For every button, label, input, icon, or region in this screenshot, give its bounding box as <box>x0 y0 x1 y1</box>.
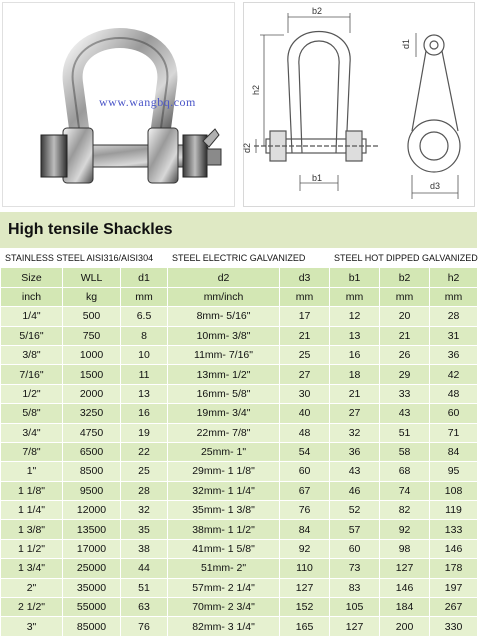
cell-d1: 38 <box>121 539 168 558</box>
cell-b2: 74 <box>380 481 430 500</box>
cell-d1: 32 <box>121 501 168 520</box>
label-b2: b2 <box>312 6 323 16</box>
category-electric-galvanized: STEEL ELECTRIC GALVANIZED <box>168 249 330 268</box>
cell-size: 1 1/2" <box>1 539 63 558</box>
cell-b2: 92 <box>380 520 430 539</box>
cell-size: 2" <box>1 578 63 597</box>
cell-b1: 13 <box>330 326 380 345</box>
cell-d2: 57mm- 2 1/4" <box>168 578 280 597</box>
cell-d2: 19mm- 3/4" <box>168 404 280 423</box>
cell-d2: 32mm- 1 1/4" <box>168 481 280 500</box>
cell-wll: 8500 <box>63 462 121 481</box>
cell-b2: 184 <box>380 598 430 617</box>
cell-d3: 92 <box>280 539 330 558</box>
cell-h2: 197 <box>430 578 478 597</box>
cell-d2: 16mm- 5/8" <box>168 384 280 403</box>
table-row <box>1 462 478 481</box>
cell-b2: 26 <box>380 345 430 364</box>
cell-d1: 19 <box>121 423 168 442</box>
cell-b1: 43 <box>330 462 380 481</box>
cell-b2: 58 <box>380 442 430 461</box>
cell-b2: 21 <box>380 326 430 345</box>
page-title: High tensile Shackles <box>8 221 173 238</box>
cell-d2: 10mm- 3/8" <box>168 326 280 345</box>
header-h2: h2 <box>430 268 478 287</box>
cell-wll: 3250 <box>63 404 121 423</box>
cell-b1: 27 <box>330 404 380 423</box>
table-row <box>1 617 478 636</box>
label-d3: d3 <box>430 181 441 191</box>
header-wll: WLL <box>63 268 121 287</box>
cell-d3: 60 <box>280 462 330 481</box>
cell-b1: 46 <box>330 481 380 500</box>
cell-wll: 12000 <box>63 501 121 520</box>
cell-wll: 750 <box>63 326 121 345</box>
table-row <box>1 326 478 345</box>
cell-d3: 21 <box>280 326 330 345</box>
title-bar <box>0 212 477 248</box>
cell-d3: 54 <box>280 442 330 461</box>
cell-b2: 51 <box>380 423 430 442</box>
cell-wll: 2000 <box>63 384 121 403</box>
cell-b1: 12 <box>330 307 380 326</box>
cell-d3: 67 <box>280 481 330 500</box>
cell-wll: 25000 <box>63 559 121 578</box>
cell-h2: 84 <box>430 442 478 461</box>
label-d1: d1 <box>401 38 411 49</box>
cell-d3: 110 <box>280 559 330 578</box>
cell-h2: 36 <box>430 345 478 364</box>
table-row <box>1 559 478 578</box>
cell-h2: 28 <box>430 307 478 326</box>
cell-d2: 11mm- 7/16" <box>168 345 280 364</box>
cell-h2: 60 <box>430 404 478 423</box>
cell-h2: 71 <box>430 423 478 442</box>
cell-d1: 6.5 <box>121 307 168 326</box>
table-row <box>1 539 478 558</box>
cell-h2: 178 <box>430 559 478 578</box>
table-row <box>1 501 478 520</box>
cell-d2: 35mm- 1 3/8" <box>168 501 280 520</box>
cell-b2: 146 <box>380 578 430 597</box>
photo-watermark: www.wangbq.com <box>99 95 196 109</box>
table-row <box>1 345 478 364</box>
cell-size: 5/16" <box>1 326 63 345</box>
cell-wll: 85000 <box>63 617 121 636</box>
table-row <box>1 520 478 539</box>
cell-d3: 48 <box>280 423 330 442</box>
cell-wll: 17000 <box>63 539 121 558</box>
cell-b1: 105 <box>330 598 380 617</box>
cell-b1: 36 <box>330 442 380 461</box>
cell-size: 5/8" <box>1 404 63 423</box>
cell-d3: 40 <box>280 404 330 423</box>
table-row <box>1 442 478 461</box>
cell-b2: 43 <box>380 404 430 423</box>
cell-size: 3/8" <box>1 345 63 364</box>
cell-d1: 10 <box>121 345 168 364</box>
cell-h2: 95 <box>430 462 478 481</box>
cell-d1: 76 <box>121 617 168 636</box>
cell-size: 1 3/8" <box>1 520 63 539</box>
cell-wll: 4750 <box>63 423 121 442</box>
cell-b1: 21 <box>330 384 380 403</box>
cell-d1: 11 <box>121 365 168 384</box>
cell-b1: 127 <box>330 617 380 636</box>
cell-d1: 22 <box>121 442 168 461</box>
cell-b1: 16 <box>330 345 380 364</box>
cell-b1: 52 <box>330 501 380 520</box>
cell-b1: 60 <box>330 539 380 558</box>
cell-d1: 8 <box>121 326 168 345</box>
cell-d2: 70mm- 2 3/4" <box>168 598 280 617</box>
header-row <box>1 268 478 287</box>
product-photo <box>2 2 235 207</box>
cell-wll: 13500 <box>63 520 121 539</box>
cell-d2: 8mm- 5/16" <box>168 307 280 326</box>
cell-wll: 1000 <box>63 345 121 364</box>
cell-d3: 84 <box>280 520 330 539</box>
cell-d2: 82mm- 3 1/4" <box>168 617 280 636</box>
cell-d2: 22mm- 7/8" <box>168 423 280 442</box>
cell-d2: 29mm- 1 1/8" <box>168 462 280 481</box>
cell-b2: 33 <box>380 384 430 403</box>
cell-d3: 127 <box>280 578 330 597</box>
cell-d2: 13mm- 1/2" <box>168 365 280 384</box>
label-h2: h2 <box>251 84 261 95</box>
cell-b1: 83 <box>330 578 380 597</box>
header-b1: b1 <box>330 268 380 287</box>
cell-b1: 32 <box>330 423 380 442</box>
cell-b1: 73 <box>330 559 380 578</box>
cell-d1: 44 <box>121 559 168 578</box>
cell-d3: 165 <box>280 617 330 636</box>
table-row <box>1 578 478 597</box>
cell-b2: 68 <box>380 462 430 481</box>
header-d2: d2 <box>168 268 280 287</box>
cell-d2: 51mm- 2" <box>168 559 280 578</box>
header-d1: d1 <box>121 268 168 287</box>
cell-d3: 17 <box>280 307 330 326</box>
cell-size: 1 1/4" <box>1 501 63 520</box>
cell-h2: 31 <box>430 326 478 345</box>
cell-size: 7/8" <box>1 442 63 461</box>
cell-d2: 25mm- 1" <box>168 442 280 461</box>
header-d3: d3 <box>280 268 330 287</box>
cell-d3: 25 <box>280 345 330 364</box>
cell-b2: 98 <box>380 539 430 558</box>
cell-d2: 38mm- 1 1/2" <box>168 520 280 539</box>
cell-size: 3" <box>1 617 63 636</box>
unit-size: inch <box>1 287 63 306</box>
cell-h2: 108 <box>430 481 478 500</box>
cell-size: 1/4" <box>1 307 63 326</box>
cell-wll: 55000 <box>63 598 121 617</box>
cell-d1: 16 <box>121 404 168 423</box>
unit-wll: kg <box>63 287 121 306</box>
cell-size: 1/2" <box>1 384 63 403</box>
cell-wll: 9500 <box>63 481 121 500</box>
cell-d1: 25 <box>121 462 168 481</box>
category-stainless: STAINLESS STEEL AISI316/AISI304 <box>1 249 168 268</box>
cell-wll: 1500 <box>63 365 121 384</box>
unit-h2: mm <box>430 287 478 306</box>
cell-b1: 18 <box>330 365 380 384</box>
category-hot-dipped-galvanized: STEEL HOT DIPPED GALVANIZED <box>330 249 478 268</box>
cell-size: 3/4" <box>1 423 63 442</box>
cell-b2: 29 <box>380 365 430 384</box>
cell-size: 1 3/4" <box>1 559 63 578</box>
cell-d1: 63 <box>121 598 168 617</box>
cell-d1: 51 <box>121 578 168 597</box>
cell-size: 7/16" <box>1 365 63 384</box>
cell-b2: 200 <box>380 617 430 636</box>
cell-b2: 127 <box>380 559 430 578</box>
unit-b1: mm <box>330 287 380 306</box>
category-row <box>1 249 478 268</box>
unit-d2: mm/inch <box>168 287 280 306</box>
cell-d3: 76 <box>280 501 330 520</box>
cell-size: 1 1/8" <box>1 481 63 500</box>
table-row <box>1 598 478 617</box>
cell-b1: 57 <box>330 520 380 539</box>
cell-h2: 146 <box>430 539 478 558</box>
cell-wll: 500 <box>63 307 121 326</box>
label-d2: d2 <box>242 142 252 153</box>
table-row <box>1 384 478 403</box>
cell-d1: 35 <box>121 520 168 539</box>
table-row <box>1 307 478 326</box>
cell-wll: 35000 <box>63 578 121 597</box>
cell-b2: 20 <box>380 307 430 326</box>
cell-d2: 41mm- 1 5/8" <box>168 539 280 558</box>
cell-size: 2 1/2" <box>1 598 63 617</box>
cell-h2: 119 <box>430 501 478 520</box>
dimension-drawing <box>244 3 476 208</box>
table-row <box>1 365 478 384</box>
spec-table <box>0 248 478 637</box>
label-b1: b1 <box>312 173 323 183</box>
units-row <box>1 287 478 306</box>
cell-size: 1" <box>1 462 63 481</box>
cell-d3: 152 <box>280 598 330 617</box>
cell-wll: 6500 <box>63 442 121 461</box>
unit-d3: mm <box>280 287 330 306</box>
cell-h2: 330 <box>430 617 478 636</box>
cell-d3: 30 <box>280 384 330 403</box>
unit-b2: mm <box>380 287 430 306</box>
cell-h2: 267 <box>430 598 478 617</box>
cell-d3: 27 <box>280 365 330 384</box>
table-row <box>1 404 478 423</box>
unit-d1: mm <box>121 287 168 306</box>
table-row <box>1 423 478 442</box>
technical-drawing <box>243 2 475 207</box>
cell-d1: 28 <box>121 481 168 500</box>
header-size: Size <box>1 268 63 287</box>
cell-b2: 82 <box>380 501 430 520</box>
table-row <box>1 481 478 500</box>
cell-d1: 13 <box>121 384 168 403</box>
cell-h2: 42 <box>430 365 478 384</box>
cell-h2: 133 <box>430 520 478 539</box>
cell-h2: 48 <box>430 384 478 403</box>
header-b2: b2 <box>380 268 430 287</box>
